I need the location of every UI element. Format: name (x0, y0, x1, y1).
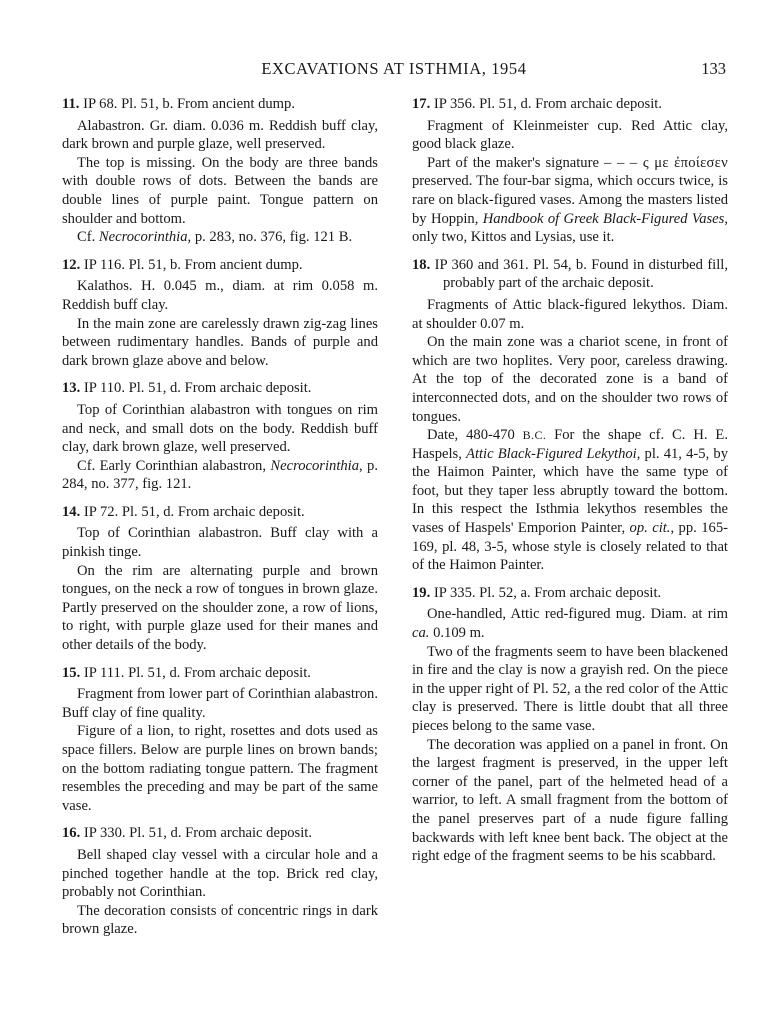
entry-decoration: The top is missing. On the body are three bands with double rows of dots. Between the bands are double lines of purple paint. Tongue pattern on shoulder and bottom. (62, 154, 378, 227)
right-column (412, 95, 728, 875)
catalogue-entry-14 (62, 503, 378, 655)
reference-text: Date, 480-470 (427, 427, 523, 444)
entry-decoration: On the rim are alternating purple and brown tongues, on the neck a row of tongues in brown glaze. Partly preserved on the shoulder zone, a row of lions, to right, with purple glaze used for their manes and other details of the body. (62, 562, 378, 654)
catalogue-entry-13 (62, 379, 378, 494)
signature-text: , only two, Kittos and Lysias, use it. (412, 210, 728, 246)
reference-text: , p. 283, no. 376, fig. 121 B. (187, 229, 353, 246)
entry-decoration: The decoration was applied on a panel in front. On the largest fragment is preserved, in the upper left corner of the panel, part of the helmeted head of a warrior, to left. A small fragment from the bottom of the panel preserves part of a nude figure falling backwards with left knee bent back. The object at the right edge of the fragment seems to be his scabbard. (412, 736, 728, 865)
catalogue-entry-18 (412, 256, 728, 575)
entry-heading (62, 824, 378, 843)
entry-heading-text: IP 356. Pl. 51, d. From archaic deposit. (433, 96, 662, 112)
entry-decoration: On the main zone was a chariot scene, in front of which are two hoplites. Very poor, careless drawing. At the top of the decorated zone is a band of interconnected dots, and on the shoulder two rows of tongues. (412, 334, 728, 425)
entry-description: Fragment of Kleinmeister cup. Red Attic clay, good black glaze. (412, 117, 728, 153)
entry-number: 19. (412, 584, 431, 601)
op-cit: op. cit. (629, 520, 671, 537)
entry-description: Alabastron. Gr. diam. 0.036 m. Reddish buff clay, dark brown and purple glaze, well preserved. (62, 117, 378, 153)
entry-description: Fragment from lower part of Corinthian alabastron. Buff clay of fine quality. (62, 686, 378, 721)
reference-text: Cf. Early Corinthian alabastron, (77, 457, 271, 474)
entry-description: Bell shaped clay vessel with a circular hole and a pinched together handle at the top. Brick red clay, probably not Corinthian. (62, 846, 378, 901)
entry-number: 14. (62, 503, 81, 520)
left-column (62, 95, 378, 948)
entry-heading (62, 256, 378, 275)
entry-heading (412, 95, 728, 114)
reference-title: Necrocorinthia (270, 457, 360, 474)
entry-description: Fragments of Attic black-figured lekythos. Diam. at shoulder 0.07 m. (412, 296, 728, 332)
reference-title: Handbook of Greek Black-Figured Vases (482, 210, 725, 227)
catalogue-entry-12 (62, 256, 378, 371)
entry-heading (62, 664, 378, 683)
entry-heading (62, 379, 378, 398)
entry-reference (62, 228, 378, 247)
entry-decoration: In the main zone are carelessly drawn zig-zag lines between rudimentary handles. Bands of purple and dark brown glaze above and below. (62, 315, 378, 369)
entry-decoration (412, 154, 728, 247)
entry-description: Kalathos. H. 0.045 m., diam. at rim 0.058 m. Reddish buff clay. (62, 278, 378, 313)
entry-heading-text: IP 360 and 361. Pl. 54, b. Found in disturbed fill, probably part of the archaic deposit. (434, 256, 728, 292)
signature-text: preserved. The four-bar sigma, which occurs twice, is rare on black-figured vases. Among the masters listed by Hoppin, (412, 173, 728, 227)
entry-number: 11. (62, 96, 80, 112)
catalogue-entry-16 (62, 824, 378, 939)
entry-heading-text: IP 116. Pl. 51, b. From ancient dump. (83, 256, 303, 273)
entry-date-reference (412, 426, 728, 575)
reference-text: For the shape cf. C. H. E. Haspels, (412, 427, 728, 462)
catalogue-entry-11 (62, 95, 378, 247)
page-header (62, 59, 726, 83)
entry-number: 16. (62, 825, 81, 842)
entry-heading (412, 256, 728, 293)
entry-number: 17. (412, 96, 431, 112)
description-text: One-handled, Attic red-figured mug. Diam. at rim (427, 606, 728, 623)
reference-title: Necrocorinthia (98, 229, 188, 246)
entry-heading (62, 95, 378, 114)
entry-reference (62, 457, 378, 494)
entry-number: 12. (62, 256, 81, 273)
reference-text: , pl. 41, 4-5, by the Haimon Painter, which have the same type of foot, but they taper less abruptly toward the bottom. In this respect the Isthmia lekythos resembles the vases of Haspels' Emporion Painter, (412, 445, 728, 537)
reference-title: Attic Black-Figured Lekythoi (466, 445, 637, 462)
entry-number: 13. (62, 380, 81, 397)
entry-heading (62, 503, 378, 522)
reference-text: Cf. (77, 229, 99, 246)
greek-signature: – – – ς με ἐποίεσεν (604, 154, 728, 171)
circa-abbreviation: ca. (412, 625, 430, 642)
entry-heading-text: IP 72. Pl. 51, d. From archaic deposit. (83, 503, 305, 520)
description-text: 0.109 m. (429, 625, 485, 642)
entry-decoration: Figure of a lion, to right, rosettes and dots used as space fillers. Below are purple lines on brown bands; on the bottom radiating tongue pattern. The fragment resembles the preceding and may be part of the same vase. (62, 723, 378, 814)
entry-number: 15. (62, 664, 81, 681)
entry-decoration: The decoration consists of concentric rings in dark brown glaze. (62, 902, 378, 938)
entry-condition: Two of the fragments seem to have been blackened in fire and the clay is now a grayish red. On the piece in the upper right of Pl. 52, a the red color of the Attic clay is preserved. There is little doubt that all three pieces belong to the same vase. (412, 643, 728, 734)
entry-heading-text: IP 111. Pl. 51, d. From archaic deposit. (83, 664, 311, 681)
entry-description: Top of Corinthian alabastron with tongues on rim and neck, and small dots on the body. Reddish buff clay, dark brown glaze, well preserved. (62, 401, 378, 456)
era-abbreviation: B.C. (522, 428, 547, 443)
entry-heading-text: IP 110. Pl. 51, d. From archaic deposit. (83, 380, 312, 397)
entry-heading (412, 584, 728, 603)
entry-heading-text: IP 330. Pl. 51, d. From archaic deposit. (83, 825, 312, 842)
entry-description (412, 605, 728, 642)
catalogue-entry-15 (62, 664, 378, 816)
running-title: EXCAVATIONS AT ISTHMIA, 1954 (261, 59, 527, 78)
reference-text: , p. 284, no. 377, fig. 121. (62, 457, 378, 493)
entry-heading-text: IP 68. Pl. 51, b. From ancient dump. (83, 96, 295, 112)
signature-text: Part of the maker's signature (427, 154, 604, 171)
reference-text: , pp. 165-169, pl. 48, 3-5, whose style is closely related to that of the Haimon Painter. (412, 520, 728, 574)
entry-description: Top of Corinthian alabastron. Buff clay with a pinkish tinge. (62, 525, 378, 561)
entry-heading-text: IP 335. Pl. 52, a. From archaic deposit. (433, 584, 662, 601)
catalogue-entry-19 (412, 584, 728, 866)
entry-number: 18. (412, 256, 431, 273)
page-number: 133 (701, 59, 726, 78)
catalogue-entry-17 (412, 95, 728, 247)
